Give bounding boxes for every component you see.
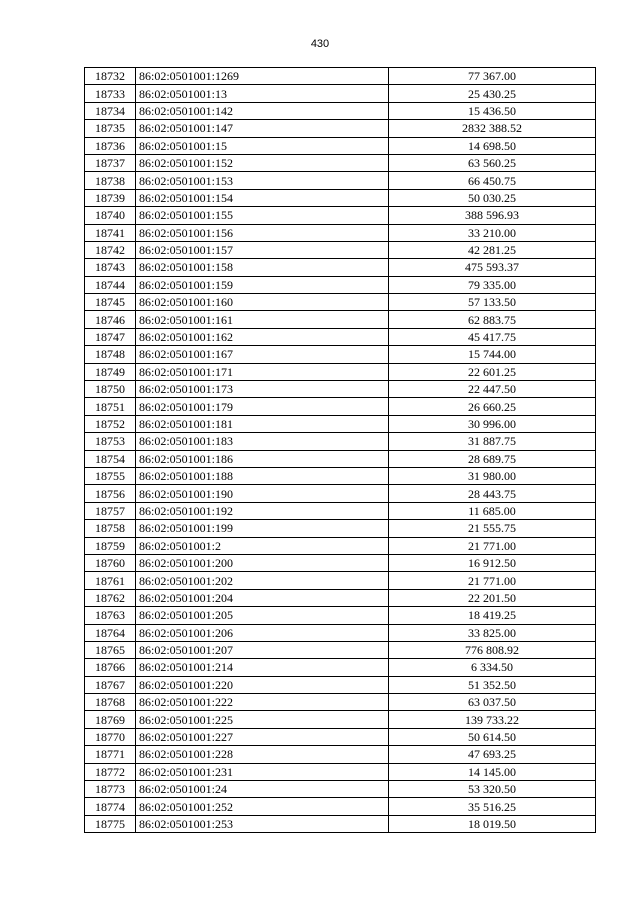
table-row xyxy=(85,276,596,293)
cadastral-number-cell: 86:02:0501001:204 xyxy=(136,589,389,606)
row-number-cell: 18747 xyxy=(85,328,136,345)
cadastral-value-cell: 21 555.75 xyxy=(389,520,596,537)
table-row xyxy=(85,520,596,537)
row-number-cell: 18750 xyxy=(85,381,136,398)
cadastral-value-cell: 77 367.00 xyxy=(389,68,596,85)
table-row xyxy=(85,624,596,641)
cadastral-value-cell: 14 145.00 xyxy=(389,763,596,780)
cadastral-number-cell: 86:02:0501001:160 xyxy=(136,294,389,311)
table-row xyxy=(85,172,596,189)
cadastral-number-cell: 86:02:0501001:161 xyxy=(136,311,389,328)
row-number-cell: 18770 xyxy=(85,728,136,745)
cadastral-number-cell: 86:02:0501001:220 xyxy=(136,676,389,693)
table-row xyxy=(85,328,596,345)
cadastral-value-cell: 15 436.50 xyxy=(389,102,596,119)
table-row xyxy=(85,798,596,815)
row-number-cell: 18757 xyxy=(85,502,136,519)
cadastral-value-cell: 2832 388.52 xyxy=(389,120,596,137)
cadastral-value-cell: 51 352.50 xyxy=(389,676,596,693)
table-row xyxy=(85,746,596,763)
table-row xyxy=(85,763,596,780)
cadastral-number-cell: 86:02:0501001:202 xyxy=(136,572,389,589)
cadastral-number-cell: 86:02:0501001:156 xyxy=(136,224,389,241)
cadastral-number-cell: 86:02:0501001:200 xyxy=(136,554,389,571)
cadastral-value-cell: 33 825.00 xyxy=(389,624,596,641)
row-number-cell: 18754 xyxy=(85,450,136,467)
cadastral-value-cell: 30 996.00 xyxy=(389,415,596,432)
row-number-cell: 18766 xyxy=(85,659,136,676)
cadastral-number-cell: 86:02:0501001:15 xyxy=(136,137,389,154)
table-row xyxy=(85,85,596,102)
row-number-cell: 18764 xyxy=(85,624,136,641)
row-number-cell: 18765 xyxy=(85,641,136,658)
table-row xyxy=(85,589,596,606)
cadastral-number-cell: 86:02:0501001:205 xyxy=(136,607,389,624)
cadastral-number-cell: 86:02:0501001:253 xyxy=(136,815,389,832)
row-number-cell: 18756 xyxy=(85,485,136,502)
table-row xyxy=(85,450,596,467)
cadastral-value-cell: 21 771.00 xyxy=(389,537,596,554)
table-row xyxy=(85,102,596,119)
table-row xyxy=(85,311,596,328)
row-number-cell: 18733 xyxy=(85,85,136,102)
cadastral-value-cell: 35 516.25 xyxy=(389,798,596,815)
cadastral-value-cell: 47 693.25 xyxy=(389,746,596,763)
row-number-cell: 18771 xyxy=(85,746,136,763)
row-number-cell: 18741 xyxy=(85,224,136,241)
table-row xyxy=(85,294,596,311)
row-number-cell: 18735 xyxy=(85,120,136,137)
table-row xyxy=(85,728,596,745)
cadastral-number-cell: 86:02:0501001:13 xyxy=(136,85,389,102)
cadastral-number-cell: 86:02:0501001:167 xyxy=(136,346,389,363)
cadastral-number-cell: 86:02:0501001:231 xyxy=(136,763,389,780)
cadastral-number-cell: 86:02:0501001:207 xyxy=(136,641,389,658)
table-row xyxy=(85,554,596,571)
table-row xyxy=(85,694,596,711)
cadastral-value-cell: 22 447.50 xyxy=(389,381,596,398)
cadastral-value-cell: 22 601.25 xyxy=(389,363,596,380)
row-number-cell: 18774 xyxy=(85,798,136,815)
table-row xyxy=(85,676,596,693)
cadastral-number-cell: 86:02:0501001:153 xyxy=(136,172,389,189)
cadastral-number-cell: 86:02:0501001:142 xyxy=(136,102,389,119)
table-row xyxy=(85,415,596,432)
cadastral-value-cell: 63 037.50 xyxy=(389,694,596,711)
table-body xyxy=(85,68,596,833)
table-row xyxy=(85,259,596,276)
cadastral-value-cell: 139 733.22 xyxy=(389,711,596,728)
cadastral-number-cell: 86:02:0501001:162 xyxy=(136,328,389,345)
row-number-cell: 18744 xyxy=(85,276,136,293)
table-row xyxy=(85,537,596,554)
cadastral-value-cell: 18 019.50 xyxy=(389,815,596,832)
row-number-cell: 18763 xyxy=(85,607,136,624)
row-number-cell: 18739 xyxy=(85,189,136,206)
cadastral-value-cell: 25 430.25 xyxy=(389,85,596,102)
table-row xyxy=(85,381,596,398)
table-row xyxy=(85,467,596,484)
cadastral-value-cell: 45 417.75 xyxy=(389,328,596,345)
cadastral-value-cell: 57 133.50 xyxy=(389,294,596,311)
row-number-cell: 18759 xyxy=(85,537,136,554)
cadastral-number-cell: 86:02:0501001:214 xyxy=(136,659,389,676)
table-row xyxy=(85,607,596,624)
cadastral-number-cell: 86:02:0501001:186 xyxy=(136,450,389,467)
cadastral-value-cell: 16 912.50 xyxy=(389,554,596,571)
row-number-cell: 18742 xyxy=(85,241,136,258)
row-number-cell: 18769 xyxy=(85,711,136,728)
table-row xyxy=(85,815,596,832)
table-row xyxy=(85,659,596,676)
cadastral-number-cell: 86:02:0501001:228 xyxy=(136,746,389,763)
cadastral-value-cell: 776 808.92 xyxy=(389,641,596,658)
cadastral-value-cell: 79 335.00 xyxy=(389,276,596,293)
cadastral-number-cell: 86:02:0501001:192 xyxy=(136,502,389,519)
row-number-cell: 18752 xyxy=(85,415,136,432)
cadastral-value-cell: 33 210.00 xyxy=(389,224,596,241)
table-row xyxy=(85,781,596,798)
cadastral-value-cell: 50 030.25 xyxy=(389,189,596,206)
row-number-cell: 18736 xyxy=(85,137,136,154)
table-row xyxy=(85,224,596,241)
cadastral-number-cell: 86:02:0501001:159 xyxy=(136,276,389,293)
table-row xyxy=(85,572,596,589)
cadastral-number-cell: 86:02:0501001:199 xyxy=(136,520,389,537)
row-number-cell: 18772 xyxy=(85,763,136,780)
cadastral-value-cell: 11 685.00 xyxy=(389,502,596,519)
table-row xyxy=(85,241,596,258)
cadastral-value-cell: 26 660.25 xyxy=(389,398,596,415)
cadastral-number-cell: 86:02:0501001:155 xyxy=(136,207,389,224)
cadastral-value-cell: 50 614.50 xyxy=(389,728,596,745)
cadastral-value-cell: 42 281.25 xyxy=(389,241,596,258)
cadastral-value-cell: 21 771.00 xyxy=(389,572,596,589)
cadastral-number-cell: 86:02:0501001:190 xyxy=(136,485,389,502)
cadastral-number-cell: 86:02:0501001:206 xyxy=(136,624,389,641)
row-number-cell: 18768 xyxy=(85,694,136,711)
cadastral-value-cell: 6 334.50 xyxy=(389,659,596,676)
cadastral-value-cell: 15 744.00 xyxy=(389,346,596,363)
table-row xyxy=(85,154,596,171)
row-number-cell: 18745 xyxy=(85,294,136,311)
row-number-cell: 18773 xyxy=(85,781,136,798)
cadastral-value-cell: 31 980.00 xyxy=(389,467,596,484)
cadastral-number-cell: 86:02:0501001:179 xyxy=(136,398,389,415)
table-row xyxy=(85,363,596,380)
table-row xyxy=(85,433,596,450)
cadastral-number-cell: 86:02:0501001:158 xyxy=(136,259,389,276)
row-number-cell: 18746 xyxy=(85,311,136,328)
cadastral-number-cell: 86:02:0501001:1269 xyxy=(136,68,389,85)
cadastral-value-cell: 63 560.25 xyxy=(389,154,596,171)
cadastral-value-cell: 28 689.75 xyxy=(389,450,596,467)
table-row xyxy=(85,398,596,415)
cadastral-value-cell: 14 698.50 xyxy=(389,137,596,154)
cadastral-value-table xyxy=(84,67,596,833)
row-number-cell: 18767 xyxy=(85,676,136,693)
row-number-cell: 18740 xyxy=(85,207,136,224)
table-row xyxy=(85,189,596,206)
row-number-cell: 18753 xyxy=(85,433,136,450)
row-number-cell: 18761 xyxy=(85,572,136,589)
table-row xyxy=(85,346,596,363)
row-number-cell: 18775 xyxy=(85,815,136,832)
cadastral-number-cell: 86:02:0501001:147 xyxy=(136,120,389,137)
cadastral-number-cell: 86:02:0501001:2 xyxy=(136,537,389,554)
row-number-cell: 18737 xyxy=(85,154,136,171)
row-number-cell: 18755 xyxy=(85,467,136,484)
cadastral-number-cell: 86:02:0501001:157 xyxy=(136,241,389,258)
cadastral-number-cell: 86:02:0501001:24 xyxy=(136,781,389,798)
table-row xyxy=(85,137,596,154)
cadastral-value-cell: 388 596.93 xyxy=(389,207,596,224)
row-number-cell: 18734 xyxy=(85,102,136,119)
cadastral-number-cell: 86:02:0501001:154 xyxy=(136,189,389,206)
row-number-cell: 18760 xyxy=(85,554,136,571)
cadastral-number-cell: 86:02:0501001:252 xyxy=(136,798,389,815)
row-number-cell: 18738 xyxy=(85,172,136,189)
row-number-cell: 18762 xyxy=(85,589,136,606)
cadastral-value-cell: 18 419.25 xyxy=(389,607,596,624)
cadastral-value-cell: 53 320.50 xyxy=(389,781,596,798)
row-number-cell: 18732 xyxy=(85,68,136,85)
page-number: 430 xyxy=(310,38,330,50)
cadastral-number-cell: 86:02:0501001:222 xyxy=(136,694,389,711)
cadastral-value-cell: 22 201.50 xyxy=(389,589,596,606)
cadastral-number-cell: 86:02:0501001:225 xyxy=(136,711,389,728)
table-row xyxy=(85,641,596,658)
table-row xyxy=(85,485,596,502)
cadastral-value-cell: 475 593.37 xyxy=(389,259,596,276)
cadastral-value-cell: 62 883.75 xyxy=(389,311,596,328)
row-number-cell: 18743 xyxy=(85,259,136,276)
row-number-cell: 18751 xyxy=(85,398,136,415)
table-row xyxy=(85,120,596,137)
cadastral-value-cell: 28 443.75 xyxy=(389,485,596,502)
cadastral-number-cell: 86:02:0501001:227 xyxy=(136,728,389,745)
cadastral-value-cell: 66 450.75 xyxy=(389,172,596,189)
cadastral-number-cell: 86:02:0501001:188 xyxy=(136,467,389,484)
cadastral-number-cell: 86:02:0501001:183 xyxy=(136,433,389,450)
cadastral-number-cell: 86:02:0501001:181 xyxy=(136,415,389,432)
table-row xyxy=(85,711,596,728)
row-number-cell: 18748 xyxy=(85,346,136,363)
cadastral-number-cell: 86:02:0501001:173 xyxy=(136,381,389,398)
row-number-cell: 18749 xyxy=(85,363,136,380)
cadastral-number-cell: 86:02:0501001:171 xyxy=(136,363,389,380)
cadastral-value-cell: 31 887.75 xyxy=(389,433,596,450)
row-number-cell: 18758 xyxy=(85,520,136,537)
cadastral-number-cell: 86:02:0501001:152 xyxy=(136,154,389,171)
table-row xyxy=(85,68,596,85)
table-row xyxy=(85,207,596,224)
table-row xyxy=(85,502,596,519)
